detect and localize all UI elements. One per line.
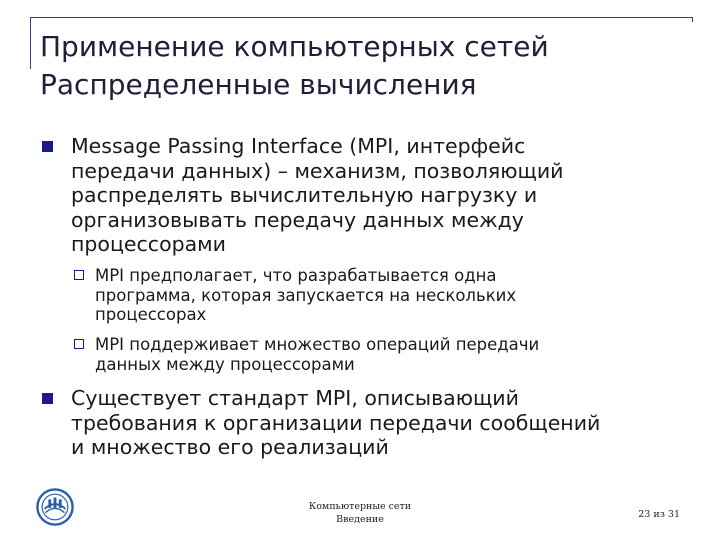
sub-bullet-item-1 <box>74 266 674 325</box>
university-logo-icon <box>36 488 74 526</box>
frame-left-border <box>30 17 31 69</box>
bullet-line: требования к организации передачи сообщений <box>71 410 601 435</box>
sub-bullet-line: программа, которая запускается на нескольких <box>95 285 517 305</box>
frame-right-tick <box>692 17 693 22</box>
sub-bullet-item-2 <box>74 335 674 374</box>
bullet-line: распределять вычислительную нагрузку и <box>71 183 538 207</box>
page-number: 23 из 31 <box>638 509 680 520</box>
sub-bullet-line: процессорах <box>95 305 207 324</box>
bullet-item-1-text <box>71 134 682 257</box>
sub-bullet-item-1-text <box>95 266 674 325</box>
bullet-line: Существует стандарт MPI, описывающий <box>71 386 519 410</box>
sub-bullet-line: данных между процессорами <box>95 354 355 374</box>
bullet-item-2-text <box>71 386 682 460</box>
hollow-square-bullet-icon <box>74 270 84 280</box>
bullet-line: передачи данных) – механизм, позволяющий <box>71 158 564 183</box>
frame-top-border <box>30 17 692 18</box>
bullet-line: организовывать передачу данных между <box>71 207 524 232</box>
bullet-line: и множество его реализаций <box>71 435 389 459</box>
sub-bullet-line: MPI предполагает, что разрабатывается одна <box>95 266 497 285</box>
bullet-item-1 <box>42 134 682 257</box>
bullet-line: Message Passing Interface (MPI, интерфейс <box>71 134 526 158</box>
bullet-line: процессорами <box>71 232 226 256</box>
slide-title-line-2: Распределенные вычисления <box>40 68 477 101</box>
sub-bullet-item-2-text <box>95 335 674 374</box>
sub-bullet-line: MPI поддерживает множество операций передачи <box>95 335 540 354</box>
footer-section: Введение <box>336 514 384 525</box>
footer-caption <box>270 500 450 526</box>
slide-title-line-1: Применение компьютерных сетей <box>40 30 549 63</box>
bullet-item-2 <box>42 386 682 460</box>
slide-title <box>40 28 700 104</box>
square-bullet-icon <box>42 393 53 404</box>
square-bullet-icon <box>42 141 53 152</box>
hollow-square-bullet-icon <box>74 339 84 349</box>
footer-course: Компьютерные сети <box>308 501 412 512</box>
